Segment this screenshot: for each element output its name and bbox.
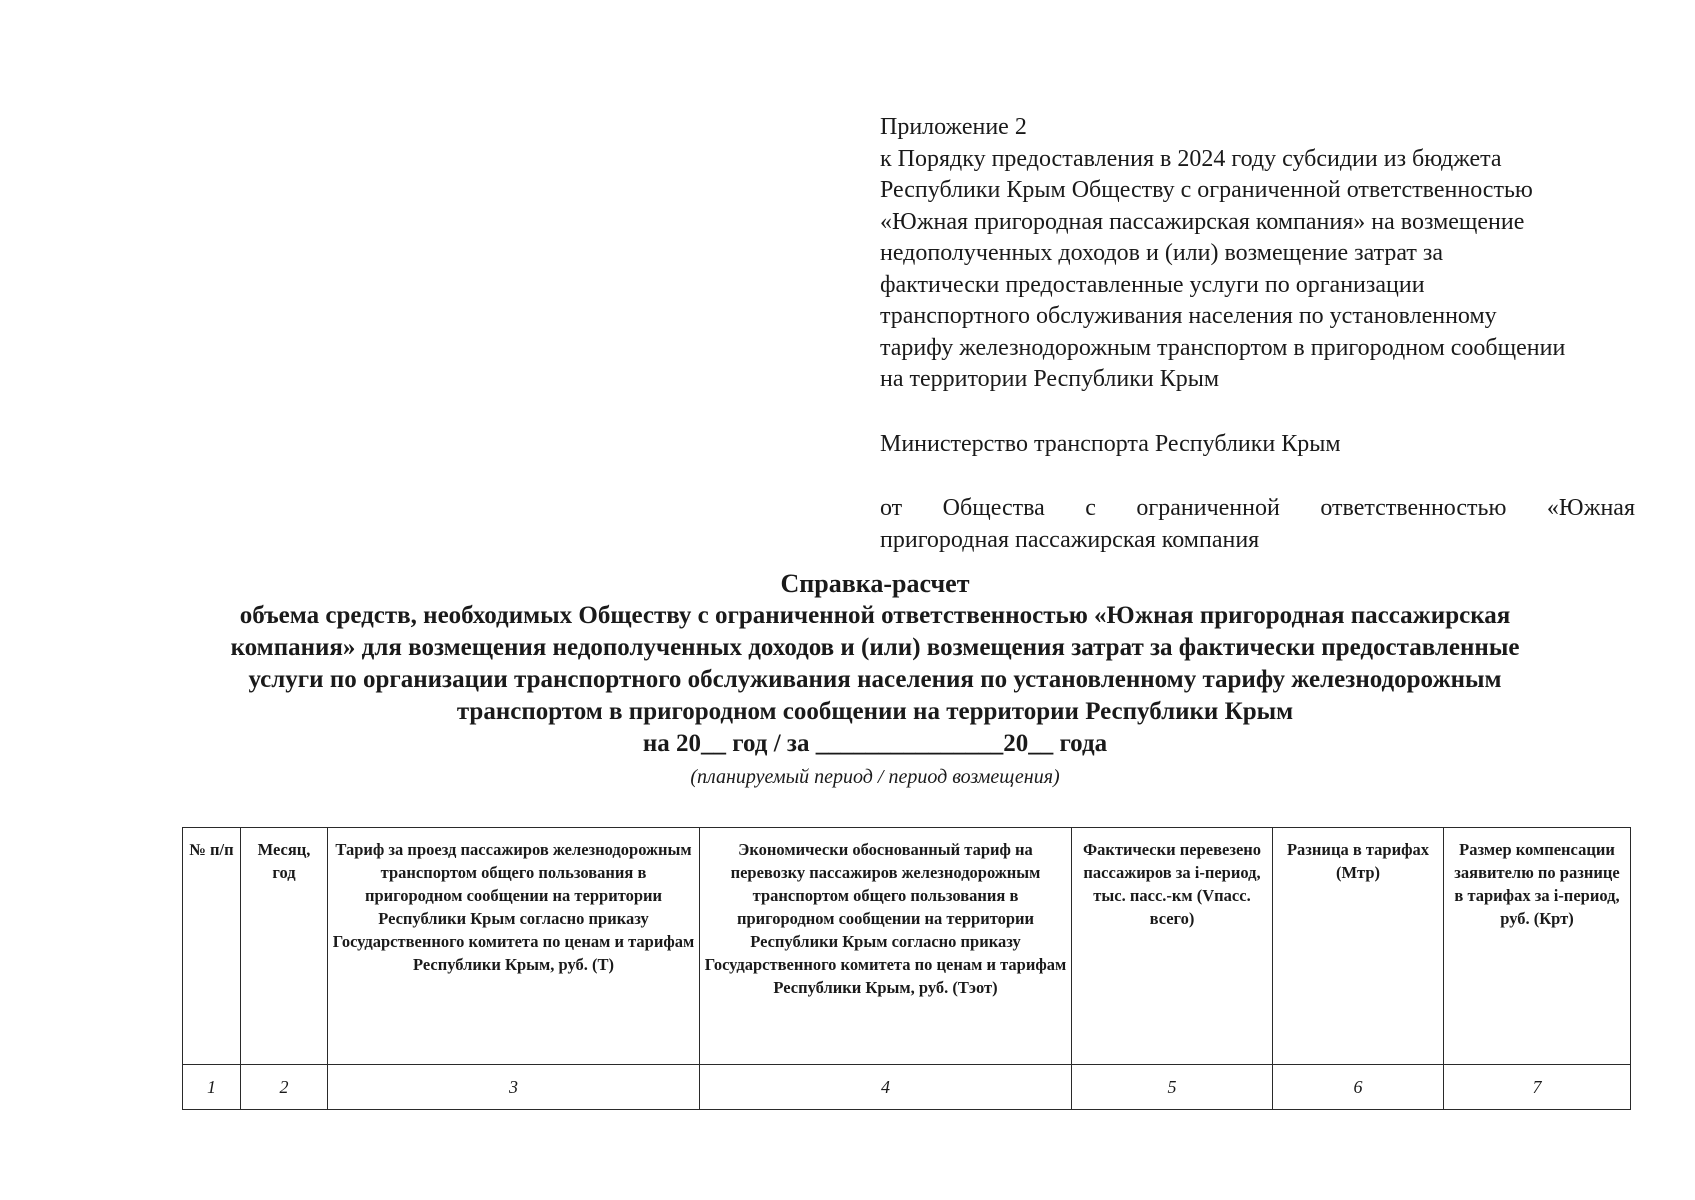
annex-line: к Порядку предоставления в 2024 году субсидии из бюджета	[880, 145, 1502, 172]
column-number-cell: 6	[1273, 1065, 1444, 1110]
column-number-cell: 7	[1444, 1065, 1631, 1110]
heading-line: услуги по организации транспортного обслуживания населения по установленному тарифу железнодорожным	[248, 666, 1502, 693]
from-line-2: пригородная пассажирская компания	[880, 526, 1260, 553]
from-line-1: от Общества с ограниченной ответственностью «Южная	[880, 495, 1635, 521]
annex-line: «Южная пригородная пассажирская компания» на возмещение	[880, 208, 1525, 235]
annex-line: тарифу железнодорожным транспортом в пригородном сообщении	[880, 334, 1566, 361]
header-cell: Месяц, год	[241, 828, 328, 1065]
calculation-table	[182, 827, 1631, 1110]
table-header-row	[183, 828, 1631, 1065]
annex-line: транспортного обслуживания населения по установленному	[880, 303, 1497, 329]
heading-line: транспортом в пригородном сообщении на территории Республики Крым	[456, 698, 1294, 725]
document-title: Справка-расчет	[780, 569, 970, 598]
period-note: (планируемый период / период возмещения)	[690, 766, 1060, 788]
annex-line: на территории Республики Крым	[880, 366, 1220, 392]
recipient-line: Министерство транспорта Республики Крым	[880, 430, 1341, 457]
heading-line: компания» для возмещения недополученных доходов и (или) возмещения затрат за фактически предоставленные	[230, 634, 1520, 661]
document-heading	[100, 568, 1650, 760]
heading-line: объема средств, необходимых Обществу с ограниченной ответственностью «Южная пригородная пассажирская	[239, 602, 1511, 629]
period-line: на 20__ год / за _______________20__ года	[642, 730, 1108, 757]
column-number-cell: 1	[183, 1065, 241, 1110]
column-number-cell: 3	[328, 1065, 700, 1110]
column-number-cell: 4	[700, 1065, 1072, 1110]
annex-block	[880, 112, 1635, 556]
header-cell: Фактически перевезено пассажиров за i-период, тыс. пасс.-км (Vпасс. всего)	[1072, 828, 1273, 1065]
table-row	[183, 1065, 1631, 1110]
header-cell: Размер компенсации заявителю по разнице в тарифах за i-период, руб. (Крт)	[1444, 828, 1631, 1065]
annex-line: Республики Крым Обществу с ограниченной ответственностью	[880, 177, 1533, 203]
header-cell: Тариф за проезд пассажиров железнодорожным транспортом общего пользования в пригородном сообщении на территории Республики Крым согласно приказу Государственного комитета по ценам и тарифам Республики Крым, руб. (Т)	[328, 828, 700, 1065]
header-cell: № п/п	[183, 828, 241, 1065]
annex-line: фактически предоставленные услуги по организации	[880, 271, 1425, 298]
header-cell: Экономически обоснованный тариф на перевозку пассажиров железнодорожным транспортом общего пользования в пригородном сообщении на территории Республики Крым согласно приказу Государственного комитета по ценам и тарифам Республики Крым, руб. (Тэот)	[700, 828, 1072, 1065]
column-number-cell: 2	[241, 1065, 328, 1110]
annex-line: недополученных доходов и (или) возмещение затрат за	[880, 240, 1444, 266]
header-cell: Разница в тарифах (Мтр)	[1273, 828, 1444, 1065]
column-number-cell: 5	[1072, 1065, 1273, 1110]
annex-line: Приложение 2	[880, 114, 1027, 140]
